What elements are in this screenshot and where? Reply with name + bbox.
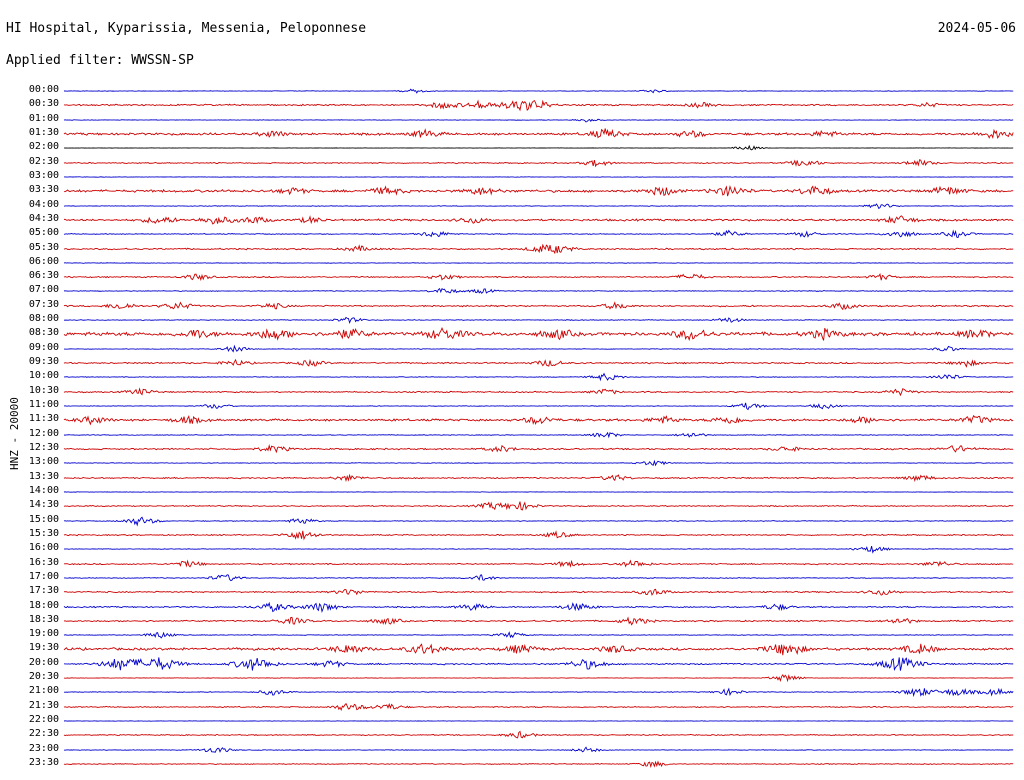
trace-row [28, 356, 1014, 370]
trace-waveform [64, 585, 1014, 599]
trace-row [28, 313, 1014, 327]
time-tick-label: 09:30 [28, 356, 59, 368]
time-tick-label: 10:30 [28, 384, 59, 396]
time-tick-label: 00:30 [28, 98, 59, 110]
time-tick-label: 08:00 [28, 313, 59, 325]
trace-waveform [64, 170, 1014, 184]
time-tick-label: 04:00 [28, 198, 59, 210]
trace-row [28, 284, 1014, 298]
time-tick-label: 02:30 [28, 155, 59, 167]
time-tick-label: 14:30 [28, 499, 59, 511]
trace-waveform [64, 671, 1014, 685]
trace-row [28, 427, 1014, 442]
trace-waveform [64, 327, 1014, 341]
trace-waveform [64, 342, 1014, 356]
time-tick-label: 19:00 [28, 628, 59, 640]
time-tick-label: 15:30 [28, 527, 59, 539]
time-tick-label: 12:30 [28, 442, 59, 453]
trace-waveform [64, 370, 1014, 384]
trace-row [28, 370, 1014, 384]
trace-row [28, 728, 1014, 742]
trace-row [28, 126, 1014, 141]
trace-waveform [64, 84, 1014, 98]
time-tick-label: 16:00 [28, 542, 59, 554]
y-axis-label [0, 346, 21, 470]
trace-waveform [64, 685, 1014, 699]
time-tick-label: 23:00 [28, 742, 59, 754]
time-tick-label: 03:00 [28, 169, 59, 181]
trace-waveform [64, 127, 1014, 141]
time-tick-label: 19:30 [28, 642, 59, 654]
time-tick-label: 22:30 [28, 728, 59, 740]
time-tick-label: 20:00 [28, 656, 59, 668]
trace-waveform [64, 213, 1014, 227]
time-tick-label: 18:30 [28, 613, 59, 625]
time-tick-label: 10:00 [28, 370, 59, 382]
trace-waveform [64, 442, 1014, 456]
time-tick-label: 01:00 [28, 112, 59, 124]
trace-row [28, 556, 1014, 571]
time-tick-label: 00:00 [28, 84, 59, 95]
trace-waveform [64, 600, 1014, 614]
trace-row [28, 227, 1014, 241]
trace-row [28, 184, 1014, 198]
trace-waveform [64, 642, 1014, 656]
trace-waveform [64, 657, 1014, 671]
trace-waveform [64, 227, 1014, 241]
trace-row [28, 141, 1014, 155]
trace-row [28, 470, 1014, 485]
page-title: HI Hospital, Kyparissia, Messenia, Peloponnese [6, 21, 367, 36]
trace-waveform [64, 571, 1014, 585]
trace-row [28, 341, 1014, 356]
time-tick-label: 13:30 [28, 470, 59, 482]
trace-row [28, 413, 1014, 427]
time-tick-label: 13:00 [28, 456, 59, 468]
trace-waveform [64, 614, 1014, 628]
seismogram-plot [28, 84, 1014, 774]
trace-waveform [64, 743, 1014, 757]
trace-row [28, 384, 1014, 399]
trace-row [28, 714, 1014, 728]
time-tick-label: 21:30 [28, 699, 59, 711]
trace-row [28, 585, 1014, 599]
trace-row [28, 456, 1014, 470]
time-tick-label: 09:00 [28, 341, 59, 353]
time-tick-label: 17:00 [28, 570, 59, 582]
trace-row [28, 112, 1014, 127]
trace-row [28, 699, 1014, 714]
trace-waveform [64, 428, 1014, 442]
trace-row [28, 484, 1014, 499]
time-tick-label: 16:30 [28, 556, 59, 568]
trace-row [28, 671, 1014, 685]
trace-row [28, 241, 1014, 256]
trace-waveform [64, 256, 1014, 270]
trace-row [28, 98, 1014, 112]
time-tick-label: 20:30 [28, 671, 59, 683]
trace-waveform [64, 499, 1014, 513]
trace-waveform [64, 184, 1014, 198]
time-tick-label: 05:00 [28, 227, 59, 239]
time-tick-label: 21:00 [28, 685, 59, 697]
trace-row [28, 527, 1014, 542]
applied-filter-label: Applied filter: WWSSN-SP [6, 53, 194, 68]
trace-row [28, 599, 1014, 614]
time-tick-label: 18:00 [28, 599, 59, 611]
time-tick-label: 07:30 [28, 298, 59, 310]
trace-waveform [64, 399, 1014, 413]
trace-waveform [64, 356, 1014, 370]
trace-waveform [64, 757, 1014, 771]
trace-waveform [64, 156, 1014, 170]
trace-row [28, 84, 1014, 98]
time-tick-label: 05:30 [28, 241, 59, 253]
trace-row [28, 399, 1014, 413]
trace-waveform [64, 485, 1014, 499]
trace-waveform [64, 313, 1014, 327]
trace-waveform [64, 471, 1014, 485]
trace-waveform [64, 714, 1014, 728]
time-tick-label: 14:00 [28, 484, 59, 496]
trace-waveform [64, 728, 1014, 742]
time-tick-label: 23:30 [28, 757, 59, 769]
trace-row [28, 613, 1014, 628]
trace-waveform [64, 299, 1014, 313]
time-tick-label: 15:00 [28, 513, 59, 525]
time-tick-label: 06:30 [28, 270, 59, 282]
trace-row [28, 155, 1014, 170]
trace-row [28, 169, 1014, 184]
y-axis-label-text: HNZ - 20000 [8, 397, 21, 470]
time-tick-label: 02:00 [28, 141, 59, 153]
trace-waveform [64, 141, 1014, 155]
trace-row [28, 198, 1014, 213]
time-tick-label: 06:00 [28, 255, 59, 267]
trace-waveform [64, 413, 1014, 427]
time-tick-label: 17:30 [28, 585, 59, 597]
time-tick-label: 07:00 [28, 284, 59, 296]
trace-waveform [64, 542, 1014, 556]
time-tick-label: 11:30 [28, 413, 59, 425]
trace-row [28, 628, 1014, 642]
trace-row [28, 327, 1014, 341]
time-tick-label: 04:30 [28, 212, 59, 224]
trace-waveform [64, 700, 1014, 714]
trace-waveform [64, 628, 1014, 642]
trace-row [28, 270, 1014, 284]
trace-row [28, 742, 1014, 757]
trace-waveform [64, 557, 1014, 571]
time-tick-label: 12:00 [28, 427, 59, 439]
trace-waveform [64, 113, 1014, 127]
time-tick-label: 03:30 [28, 184, 59, 196]
trace-waveform [64, 242, 1014, 256]
trace-waveform [64, 514, 1014, 528]
trace-row [28, 298, 1014, 313]
trace-waveform [64, 528, 1014, 542]
record-date: 2024-05-06 [937, 21, 1016, 36]
trace-row [28, 542, 1014, 556]
trace-row [28, 442, 1014, 456]
trace-row [28, 499, 1014, 513]
trace-row [28, 255, 1014, 270]
trace-waveform [64, 199, 1014, 213]
trace-row [28, 513, 1014, 528]
trace-waveform [64, 98, 1014, 112]
trace-row [28, 685, 1014, 699]
trace-row [28, 656, 1014, 671]
trace-row [28, 570, 1014, 585]
trace-row [28, 757, 1014, 771]
trace-waveform [64, 270, 1014, 284]
time-tick-label: 08:30 [28, 327, 59, 339]
time-tick-label: 11:00 [28, 399, 59, 411]
trace-waveform [64, 456, 1014, 470]
trace-waveform [64, 385, 1014, 399]
trace-waveform [64, 284, 1014, 298]
time-tick-label: 01:30 [28, 126, 59, 138]
time-tick-label: 22:00 [28, 714, 59, 726]
trace-row [28, 212, 1014, 227]
trace-row [28, 642, 1014, 656]
